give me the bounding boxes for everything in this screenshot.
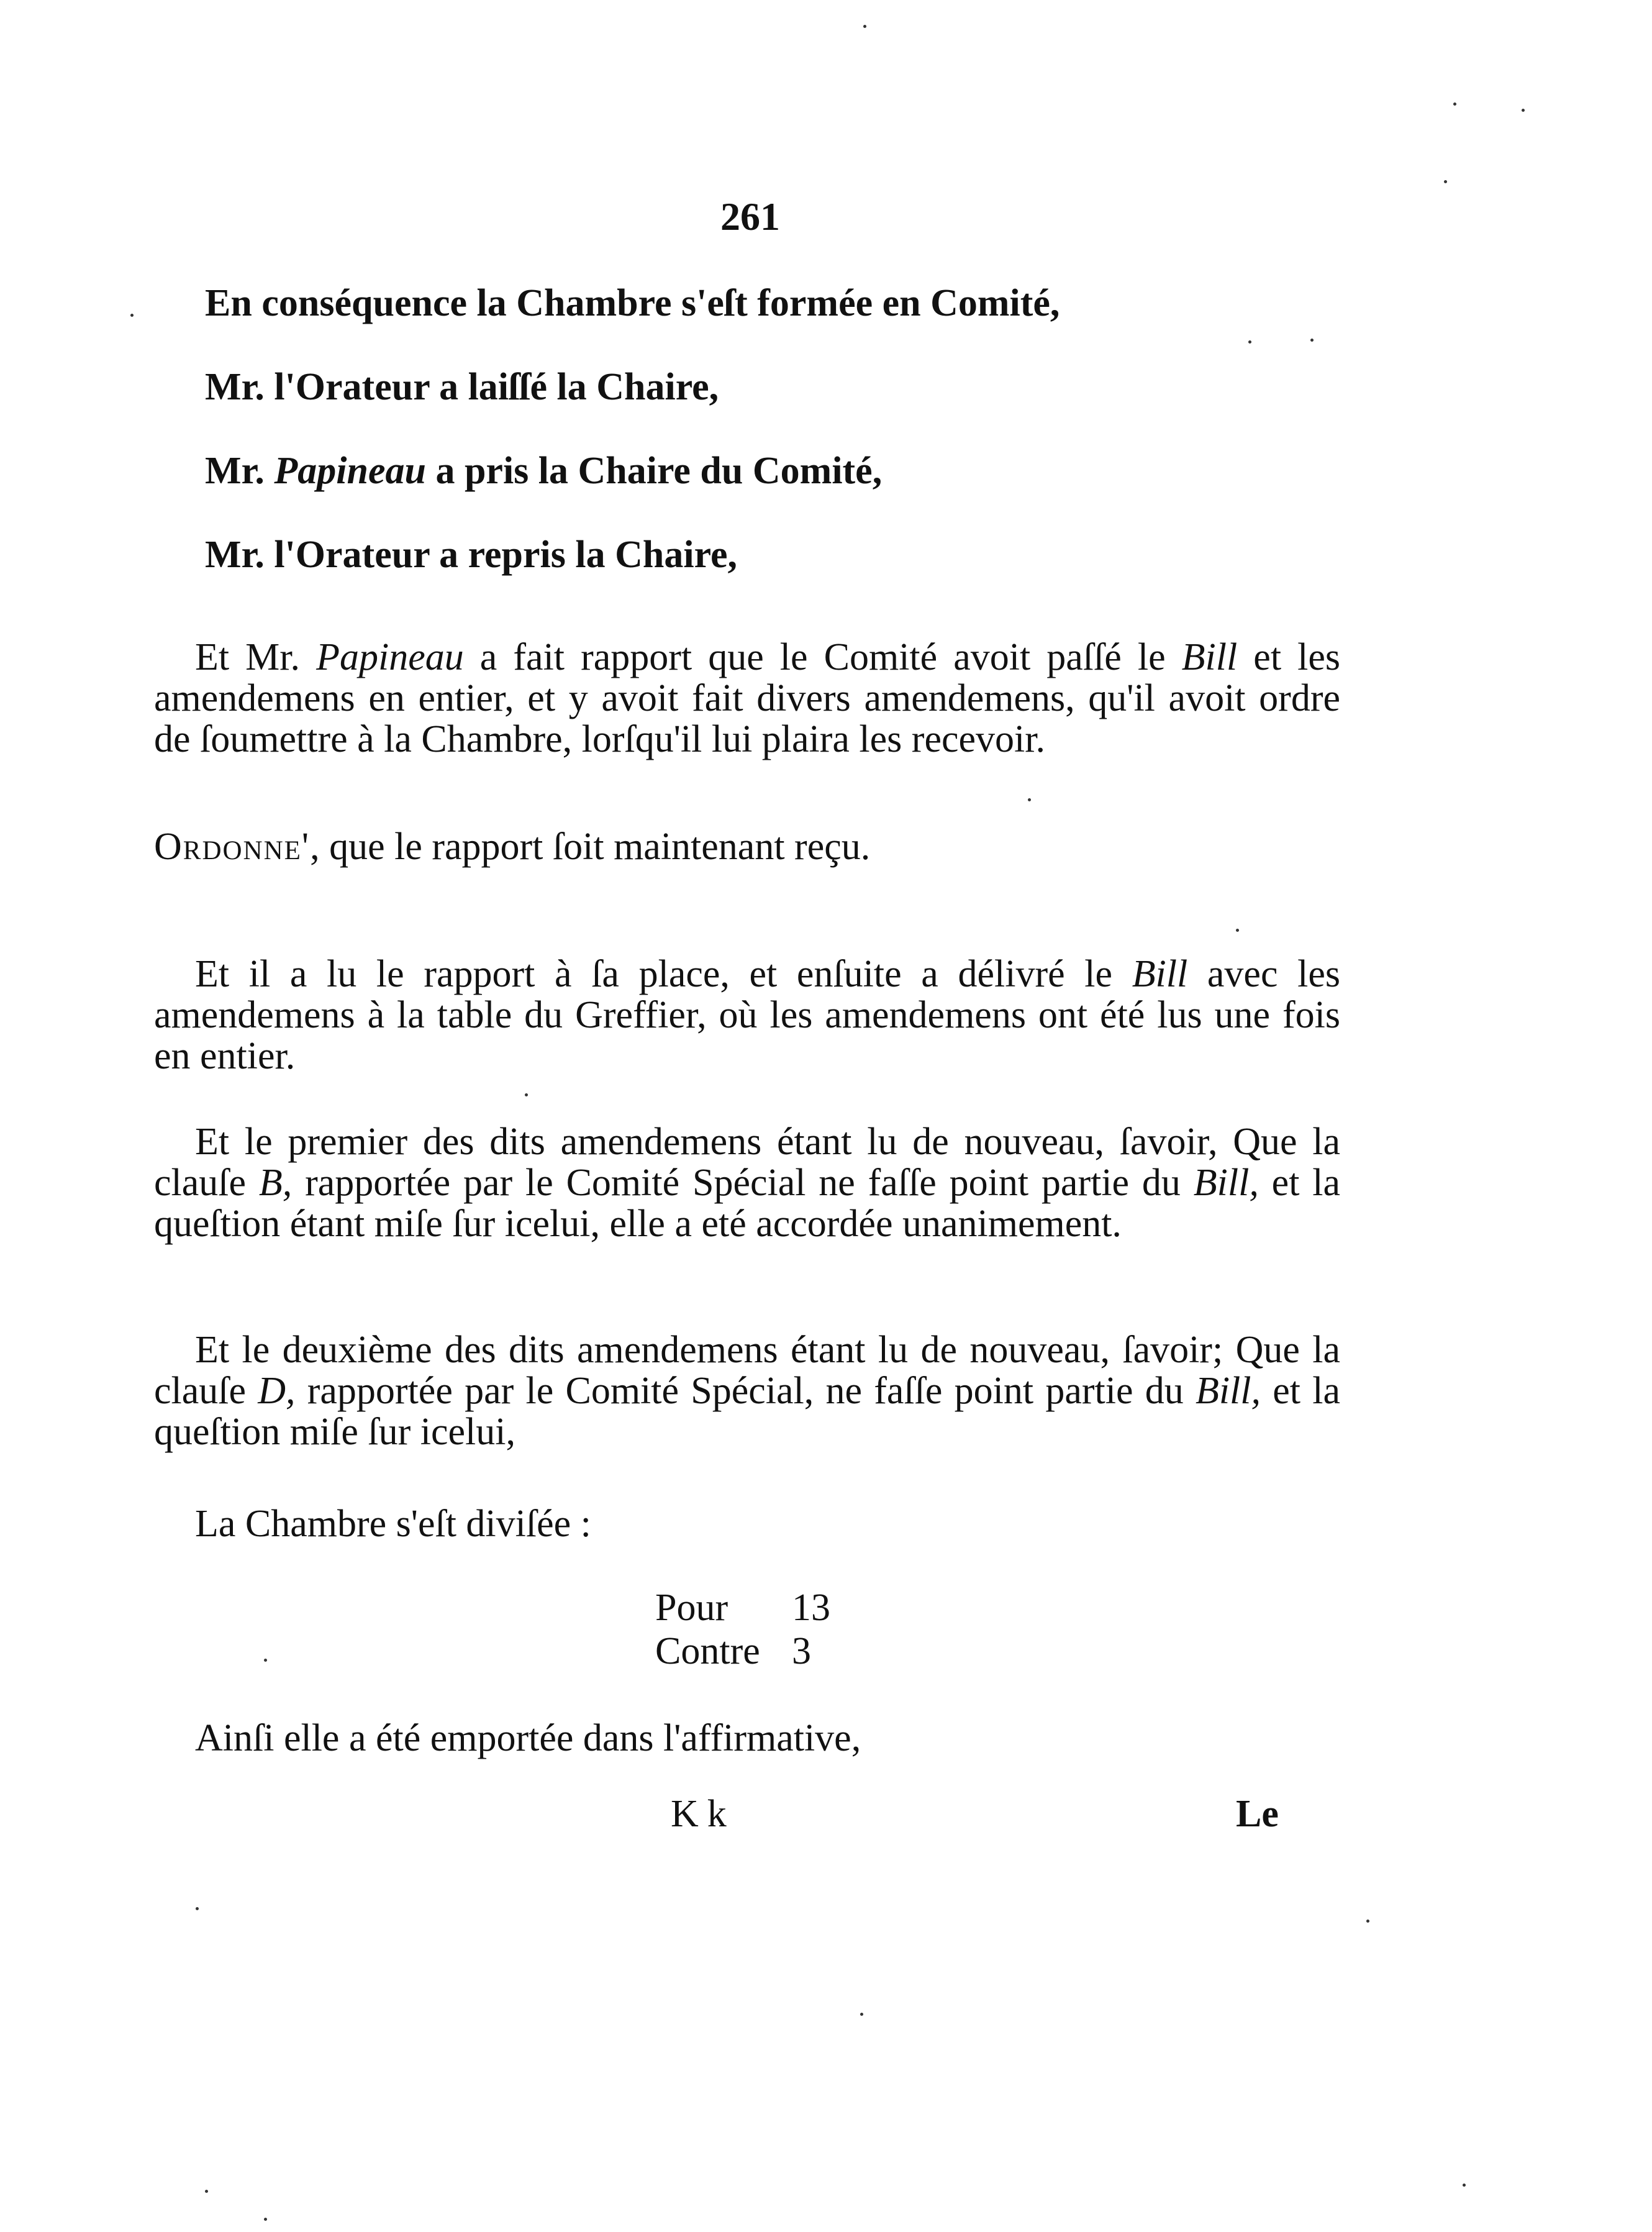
first-amendment-part1: Et le premier des dits amendemens étant lu de nouveau, ſavoir, Que la clauſe bbox=[154, 1121, 1340, 1204]
catchword: Le bbox=[1236, 1793, 1279, 1835]
signature-mark: Kk bbox=[671, 1793, 735, 1835]
papineau-name: Papineau bbox=[274, 450, 426, 492]
result-line: Ainſi elle a été emportée dans l'affirmative, bbox=[195, 1717, 861, 1759]
second-amendment-paragraph bbox=[154, 1329, 1340, 1452]
scan-speck bbox=[1463, 2184, 1466, 2187]
reading-paragraph bbox=[154, 954, 1340, 1077]
vote-pour-label: Pour bbox=[655, 1587, 728, 1629]
scan-speck bbox=[1522, 109, 1525, 112]
scan-speck bbox=[264, 1659, 267, 1662]
scan-speck bbox=[205, 2190, 208, 2193]
report-prefix: Et Mr. bbox=[195, 636, 317, 678]
report-middle: a fait rapport que le Comité avoit paſſé le bbox=[463, 636, 1182, 678]
committee-line-3: Mr. Papineau a pris la Chaire du Comité, bbox=[205, 450, 883, 492]
committee-line-1: En conséquence la Chambre s'eſt formée en Comité, bbox=[205, 282, 1060, 324]
report-paragraph bbox=[154, 637, 1340, 760]
report-name: Papineau bbox=[316, 636, 464, 678]
scan-speck bbox=[130, 314, 134, 317]
division-line: La Chambre s'eſt diviſée : bbox=[195, 1503, 591, 1545]
second-amendment-clause: D, bbox=[258, 1370, 296, 1412]
scan-speck bbox=[1236, 929, 1239, 932]
scan-speck bbox=[1310, 339, 1314, 342]
vote-contre-count: 3 bbox=[792, 1630, 811, 1672]
page-number: 261 bbox=[720, 194, 780, 239]
vote-pour-row bbox=[655, 1587, 830, 1628]
first-amendment-bill: Bill, bbox=[1193, 1162, 1259, 1204]
scan-speck bbox=[1453, 102, 1456, 106]
second-amendment-bill: Bill, bbox=[1195, 1370, 1261, 1412]
order-paragraph bbox=[154, 826, 1340, 867]
second-amendment-part3: et la queſtion miſe ſur icelui, bbox=[154, 1370, 1340, 1453]
reading-bill: Bill bbox=[1132, 953, 1188, 995]
reading-part1: Et il a lu le rapport à ſa place, et enſuite a délivré le bbox=[195, 953, 1132, 995]
vote-pour-count: 13 bbox=[792, 1587, 830, 1629]
order-text: , que le rapport ſoit maintenant reçu. bbox=[310, 826, 871, 868]
scan-speck bbox=[525, 1093, 528, 1096]
scan-speck bbox=[264, 2218, 267, 2221]
scan-speck bbox=[196, 1907, 199, 1910]
scan-speck bbox=[863, 25, 866, 28]
vote-contre-label: Contre bbox=[655, 1630, 760, 1672]
first-amendment-paragraph bbox=[154, 1121, 1340, 1244]
first-amendment-part3: et la queſtion étant miſe ſur icelui, elle a eté accordée unanimement. bbox=[154, 1162, 1340, 1245]
scan-speck bbox=[860, 2013, 863, 2016]
committee-line-4: Mr. l'Orateur a repris la Chaire, bbox=[205, 534, 737, 576]
report-bill: Bill bbox=[1181, 636, 1238, 678]
second-amendment-part1: Et le deuxième des dits amendemens étant lu de nouveau, ſavoir; Que la clauſe bbox=[154, 1329, 1340, 1412]
vote-contre-row bbox=[655, 1631, 811, 1672]
committee-line-2: Mr. l'Orateur a laiſſé la Chaire, bbox=[205, 366, 719, 408]
order-keyword: Ordonne' bbox=[154, 826, 311, 868]
report-suffix: et les amendemens en entier, et y avoit fait divers amendemens, qu'il avoit ordre de ſoumettre à la Chambre, lorſqu'il lui plaira les recevoir. bbox=[154, 636, 1341, 760]
scan-speck bbox=[1248, 340, 1251, 344]
first-amendment-clause: B, bbox=[258, 1162, 293, 1204]
reading-part2: avec les amendemens à la table du Greffier, où les amendemens ont été lus une fois en entier. bbox=[154, 953, 1340, 1077]
scan-speck bbox=[1444, 180, 1447, 183]
first-amendment-part2: rapportée par le Comité Spécial ne faſſe point partie du bbox=[292, 1162, 1194, 1204]
scan-speck bbox=[1366, 1920, 1369, 1923]
scan-speck bbox=[1028, 798, 1031, 801]
second-amendment-part2: rapportée par le Comité Spécial, ne faſſe point partie du bbox=[295, 1370, 1196, 1412]
